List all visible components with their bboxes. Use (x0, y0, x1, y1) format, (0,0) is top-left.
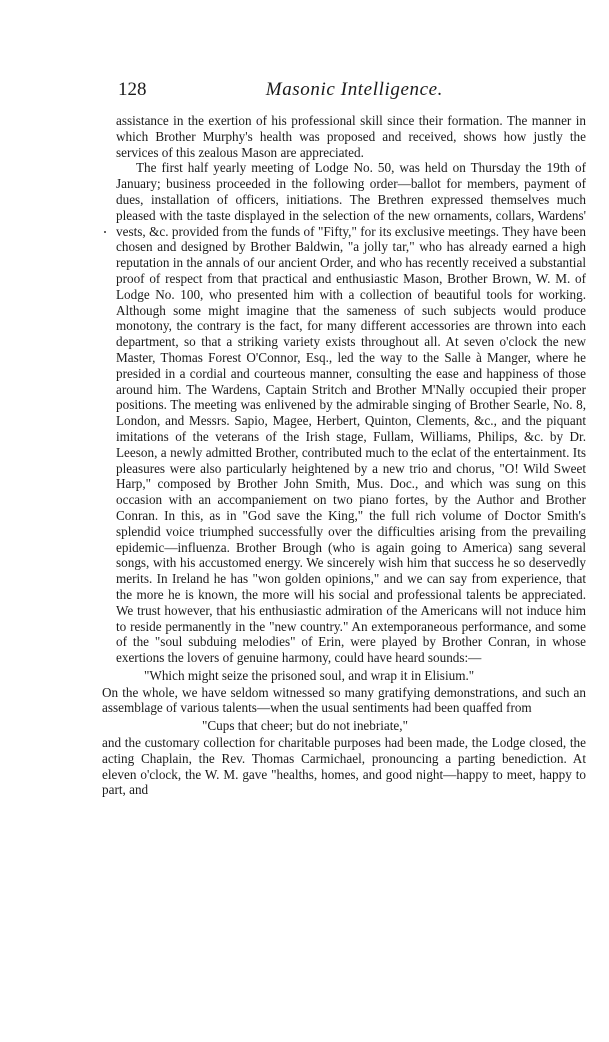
verse-quotation-cups: "Cups that cheer; but do not inebriate," (202, 718, 408, 734)
running-title: Masonic Intelligence. (265, 79, 443, 100)
body-text (102, 113, 586, 798)
paragraph-conclusion: On the whole, we have seldom witnessed so many gratifying demonstrations, and such an assemblage of various talents—when the usual sentiments had been quaffed from (102, 684, 586, 716)
page-header (118, 78, 443, 102)
page-number: 128 (118, 79, 147, 100)
margin-mark (104, 231, 106, 233)
verse-quotation: "Which might seize the prisoned soul, and wrap it in Elisium." (144, 667, 475, 683)
paragraph-continuation: assistance in the exertion of his professional skill since their formation. The manner in which Brother Murphy's health was proposed and received, shows how justly the services of this zealous Mason are appreciated. (116, 113, 586, 160)
paragraph-closing: and the customary collection for charitable purposes had been made, the Lodge closed, the acting Chaplain, the Rev. Thomas Carmichael, pronouncing a parting benediction. At eleven o'clock, the W. M. gave "healths, homes, and good night—happy to meet, happy to part, and (102, 735, 586, 798)
paragraph-lodge-meeting: The first half yearly meeting of Lodge No. 50, was held on Thursday the 19th of January; business proceeded in the following order—ballot for members, payment of dues, installation of officers, initiations. The Brethren expressed themselves much pleased with the taste displayed in the selection of the new ornaments, collars, Wardens' vests, &c. provided from the funds of "Fifty," for its exclusive meetings. They have been chosen and designed by Brother Baldwin, "a jolly tar," who has already earned a high reputation in the annals of our ancient Order, and who has recently received a substantial proof of respect from that practical and enthusiastic Mason, Brother Brown, W. M. of Lodge No. 100, who presented him with a collection of beautiful tools for working. Although some might imagine that the sameness of such subjects would produce monotony, the contrary is the fact, for many different accessories are thrown into each department, so that a striking variety exists throughout all. At seven o'clock the new Master, Thomas Forest O'Connor, Esq., led the way to the Salle à Manger, where he presided in a cordial and courteous manner, consulting the ease and happiness of those around him. The Wardens, Captain Stritch and Brother M'Nally occupied their proper positions. The meeting was enlivened by the admirable singing of Brother Searle, No. 8, London, and Messrs. Sapio, Magee, Herbert, Quinton, Clements, &c., and the piquant imitations of the veterans of the Irish stage, Fullam, Williams, Philips, &c. by Dr. Leeson, a newly admitted Brother, contributed much to the eclat of the entertainment. Its pleasures were also particularly heightened by a new trio and chorus, "O! Wild Sweet Harp," composed by Brother John Smith, Mus. Doc., and which was sung on this occasion with an accompaniement on two piano fortes, by the Author and Brother Conran. In this, as in "God save the King," the full rich volume of Doctor Smith's splendid voice triumphed successfully over the difficulties arising from the prevailing epidemic—influenza. Brother Brough (who is again going to America) sang several songs, with his accustomed energy. We sincerely wish him that success he so deservedly merits. In Ireland he has "won golden opinions," and we can say from experience, that the more he is known, the more will his social and professional talents be appreciated. We trust however, that his enthusiastic admiration of the Americans will not induce him to reside permanently in the "new country." An extemporaneous performance, and some of the "soul subduing melodies" of Erin, were played by Brother Conran, in whose exertions the lovers of genuine harmony, could have heard sounds:— (116, 160, 586, 666)
